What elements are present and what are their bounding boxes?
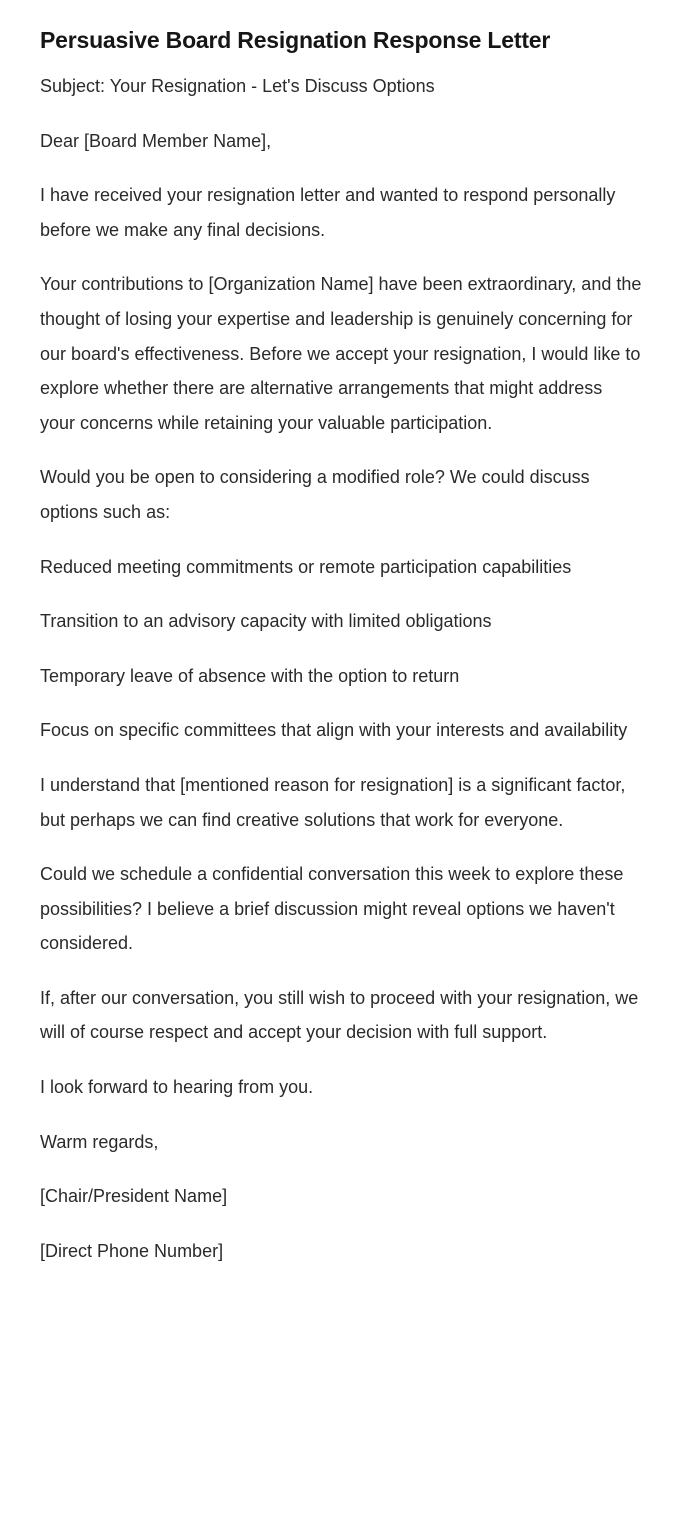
paragraph-respect-decision: If, after our conversation, you still wish to proceed with your resignation, we will of course respect and accept your decision with full support. bbox=[40, 987, 639, 1043]
option-advisory-capacity: Transition to an advisory capacity with limited obligations bbox=[40, 611, 492, 632]
paragraph-contributions: Your contributions to [Organization Name] have been extraordinary, and the thought of losing your expertise and leadership is genuinely concerning for our board's effectiveness. Before we accept your resignation, I would like to explore whether there are alternative arrangements that might address your concerns while retaining your valuable participation. bbox=[40, 274, 642, 433]
paragraph-opening: I have received your resignation letter and wanted to respond personally before we make any final decisions. bbox=[40, 185, 616, 240]
letter-title: Persuasive Board Resignation Response Letter bbox=[40, 27, 551, 53]
signature-name-placeholder: [Chair/President Name] bbox=[40, 1186, 228, 1207]
subject-line: Subject: Your Resignation - Let's Discuss Options bbox=[40, 76, 435, 96]
paragraph-understanding-reason: I understand that [mentioned reason for resignation] is a significant factor, but perhaps we can find creative solutions that work for everyone. bbox=[40, 774, 626, 830]
option-committee-focus: Focus on specific committees that align with your interests and availability bbox=[40, 720, 628, 741]
option-reduced-meetings: Reduced meeting commitments or remote participation capabilities bbox=[40, 556, 572, 577]
paragraph-modified-role-question: Would you be open to considering a modified role? We could discuss options such as: bbox=[40, 467, 590, 522]
closing-warm-regards: Warm regards, bbox=[40, 1131, 159, 1152]
option-temporary-leave: Temporary leave of absence with the option to return bbox=[40, 665, 460, 686]
signature-phone-placeholder: [Direct Phone Number] bbox=[40, 1240, 224, 1261]
salutation: Dear [Board Member Name], bbox=[40, 130, 272, 151]
paragraph-looking-forward: I look forward to hearing from you. bbox=[40, 1077, 314, 1098]
paragraph-schedule-conversation: Could we schedule a confidential conversation this week to explore these possibilities? I believe a brief discussion might reveal options we haven't considered. bbox=[40, 864, 624, 954]
